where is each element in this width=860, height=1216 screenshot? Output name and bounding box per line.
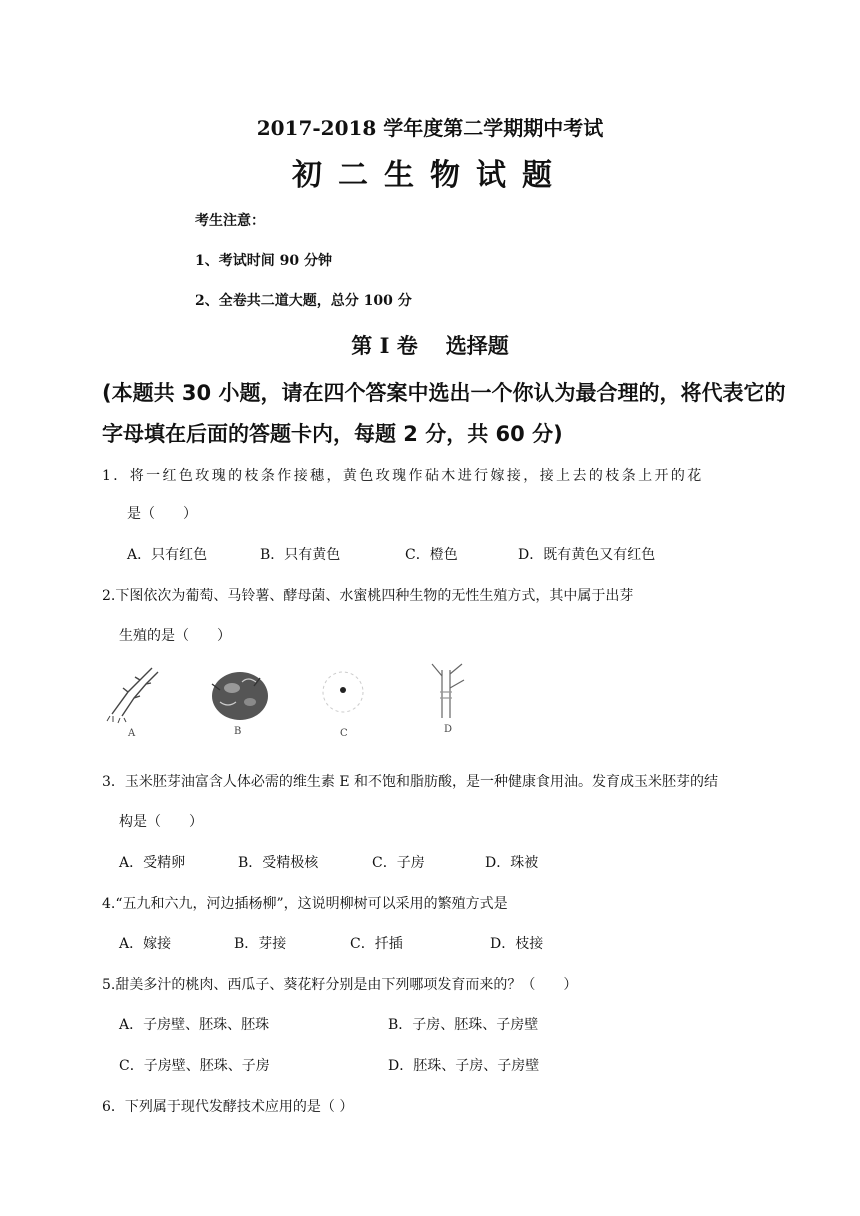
question-3-stem-cont: 构是（ ） — [119, 814, 203, 830]
question-1-option-c: C．橙色 — [405, 547, 458, 563]
question-1-stem-cont: 是（ ） — [127, 506, 197, 522]
question-2-stem: 2.下图依次为葡萄、马铃薯、酵母菌、水蜜桃四种生物的无性生殖方式，其中属于出芽 — [102, 588, 634, 604]
section-name: 选择题 — [445, 333, 509, 358]
question-2-stem-cont: 生殖的是（ ） — [119, 628, 231, 644]
question-5-option-c: C．子房壁、胚珠、子房 — [119, 1058, 270, 1074]
question-4-stem: 4.“五九和六九，河边插杨柳”，这说明柳树可以采用的繁殖方式是 — [102, 896, 508, 912]
section-label: 第 I 卷 — [351, 333, 418, 358]
question-3-option-c: C．子房 — [372, 855, 425, 871]
peach-graft-figure — [432, 664, 464, 718]
question-3-stem: 3．玉米胚芽油富含人体必需的维生素 E 和不饱和脂肪酸，是一种健康食用油。发育成玉米胚芽的结 — [102, 774, 719, 790]
question-5-stem: 5.甜美多汁的桃肉、西瓜子、葵花籽分别是由下列哪项发育而来的？（ ） — [102, 977, 578, 993]
figure-label-a: A — [128, 728, 136, 739]
question-4-option-c: C．扦插 — [350, 936, 403, 952]
question-3-option-d: D．珠被 — [485, 855, 539, 871]
question-4-option-d: D．枝接 — [490, 936, 544, 952]
figure-label-d: D — [444, 724, 453, 735]
question-6-stem: 6．下列属于现代发酵技术应用的是（ ） — [102, 1099, 354, 1115]
grape-cutting-figure — [107, 668, 158, 723]
question-3-option-a: A．受精卵 — [119, 855, 186, 871]
question-5-option-a: A．子房壁、胚珠、胚珠 — [119, 1017, 270, 1033]
question-1-option-a: A．只有红色 — [127, 547, 208, 563]
question-1-option-b: B．只有黄色 — [260, 547, 341, 563]
notice-heading: 考生注意： — [195, 213, 265, 229]
section-instruction-line2: 字母填在后面的答题卡内，每题 2 分，共 60 分) — [102, 422, 563, 446]
question-2-figure — [100, 662, 490, 740]
section-heading — [0, 330, 860, 360]
potato-figure — [212, 672, 268, 720]
question-5-option-d: D．胚珠、子房、子房壁 — [388, 1058, 540, 1074]
question-4-option-b: B．芽接 — [234, 936, 287, 952]
question-4-option-a: A．嫁接 — [119, 936, 172, 952]
question-1-stem: 1．将一红色玫瑰的枝条作接穗，黄色玫瑰作砧木进行嫁接，接上去的枝条上开的花 — [102, 468, 704, 484]
section-instruction-line1: (本题共 30 小题，请在四个答案中选出一个你认为最合理的，将代表它的 — [102, 381, 786, 405]
question-1-option-d: D．既有黄色又有红色 — [518, 547, 656, 563]
figure-label-b: B — [234, 726, 242, 737]
subject-title: 初二生物试题 — [292, 158, 568, 193]
yeast-figure — [323, 672, 363, 712]
question-5-option-b: B．子房、胚珠、子房壁 — [388, 1017, 539, 1033]
question-3-option-b: B．受精极核 — [238, 855, 319, 871]
notice-item-time: 1、考试时间 90 分钟 — [195, 253, 332, 269]
figure-label-c: C — [340, 728, 348, 739]
notice-item-score: 2、全卷共二道大题，总分 100 分 — [195, 293, 412, 309]
exam-year-title: 2017-2018 学年度第二学期期中考试 — [256, 116, 604, 140]
